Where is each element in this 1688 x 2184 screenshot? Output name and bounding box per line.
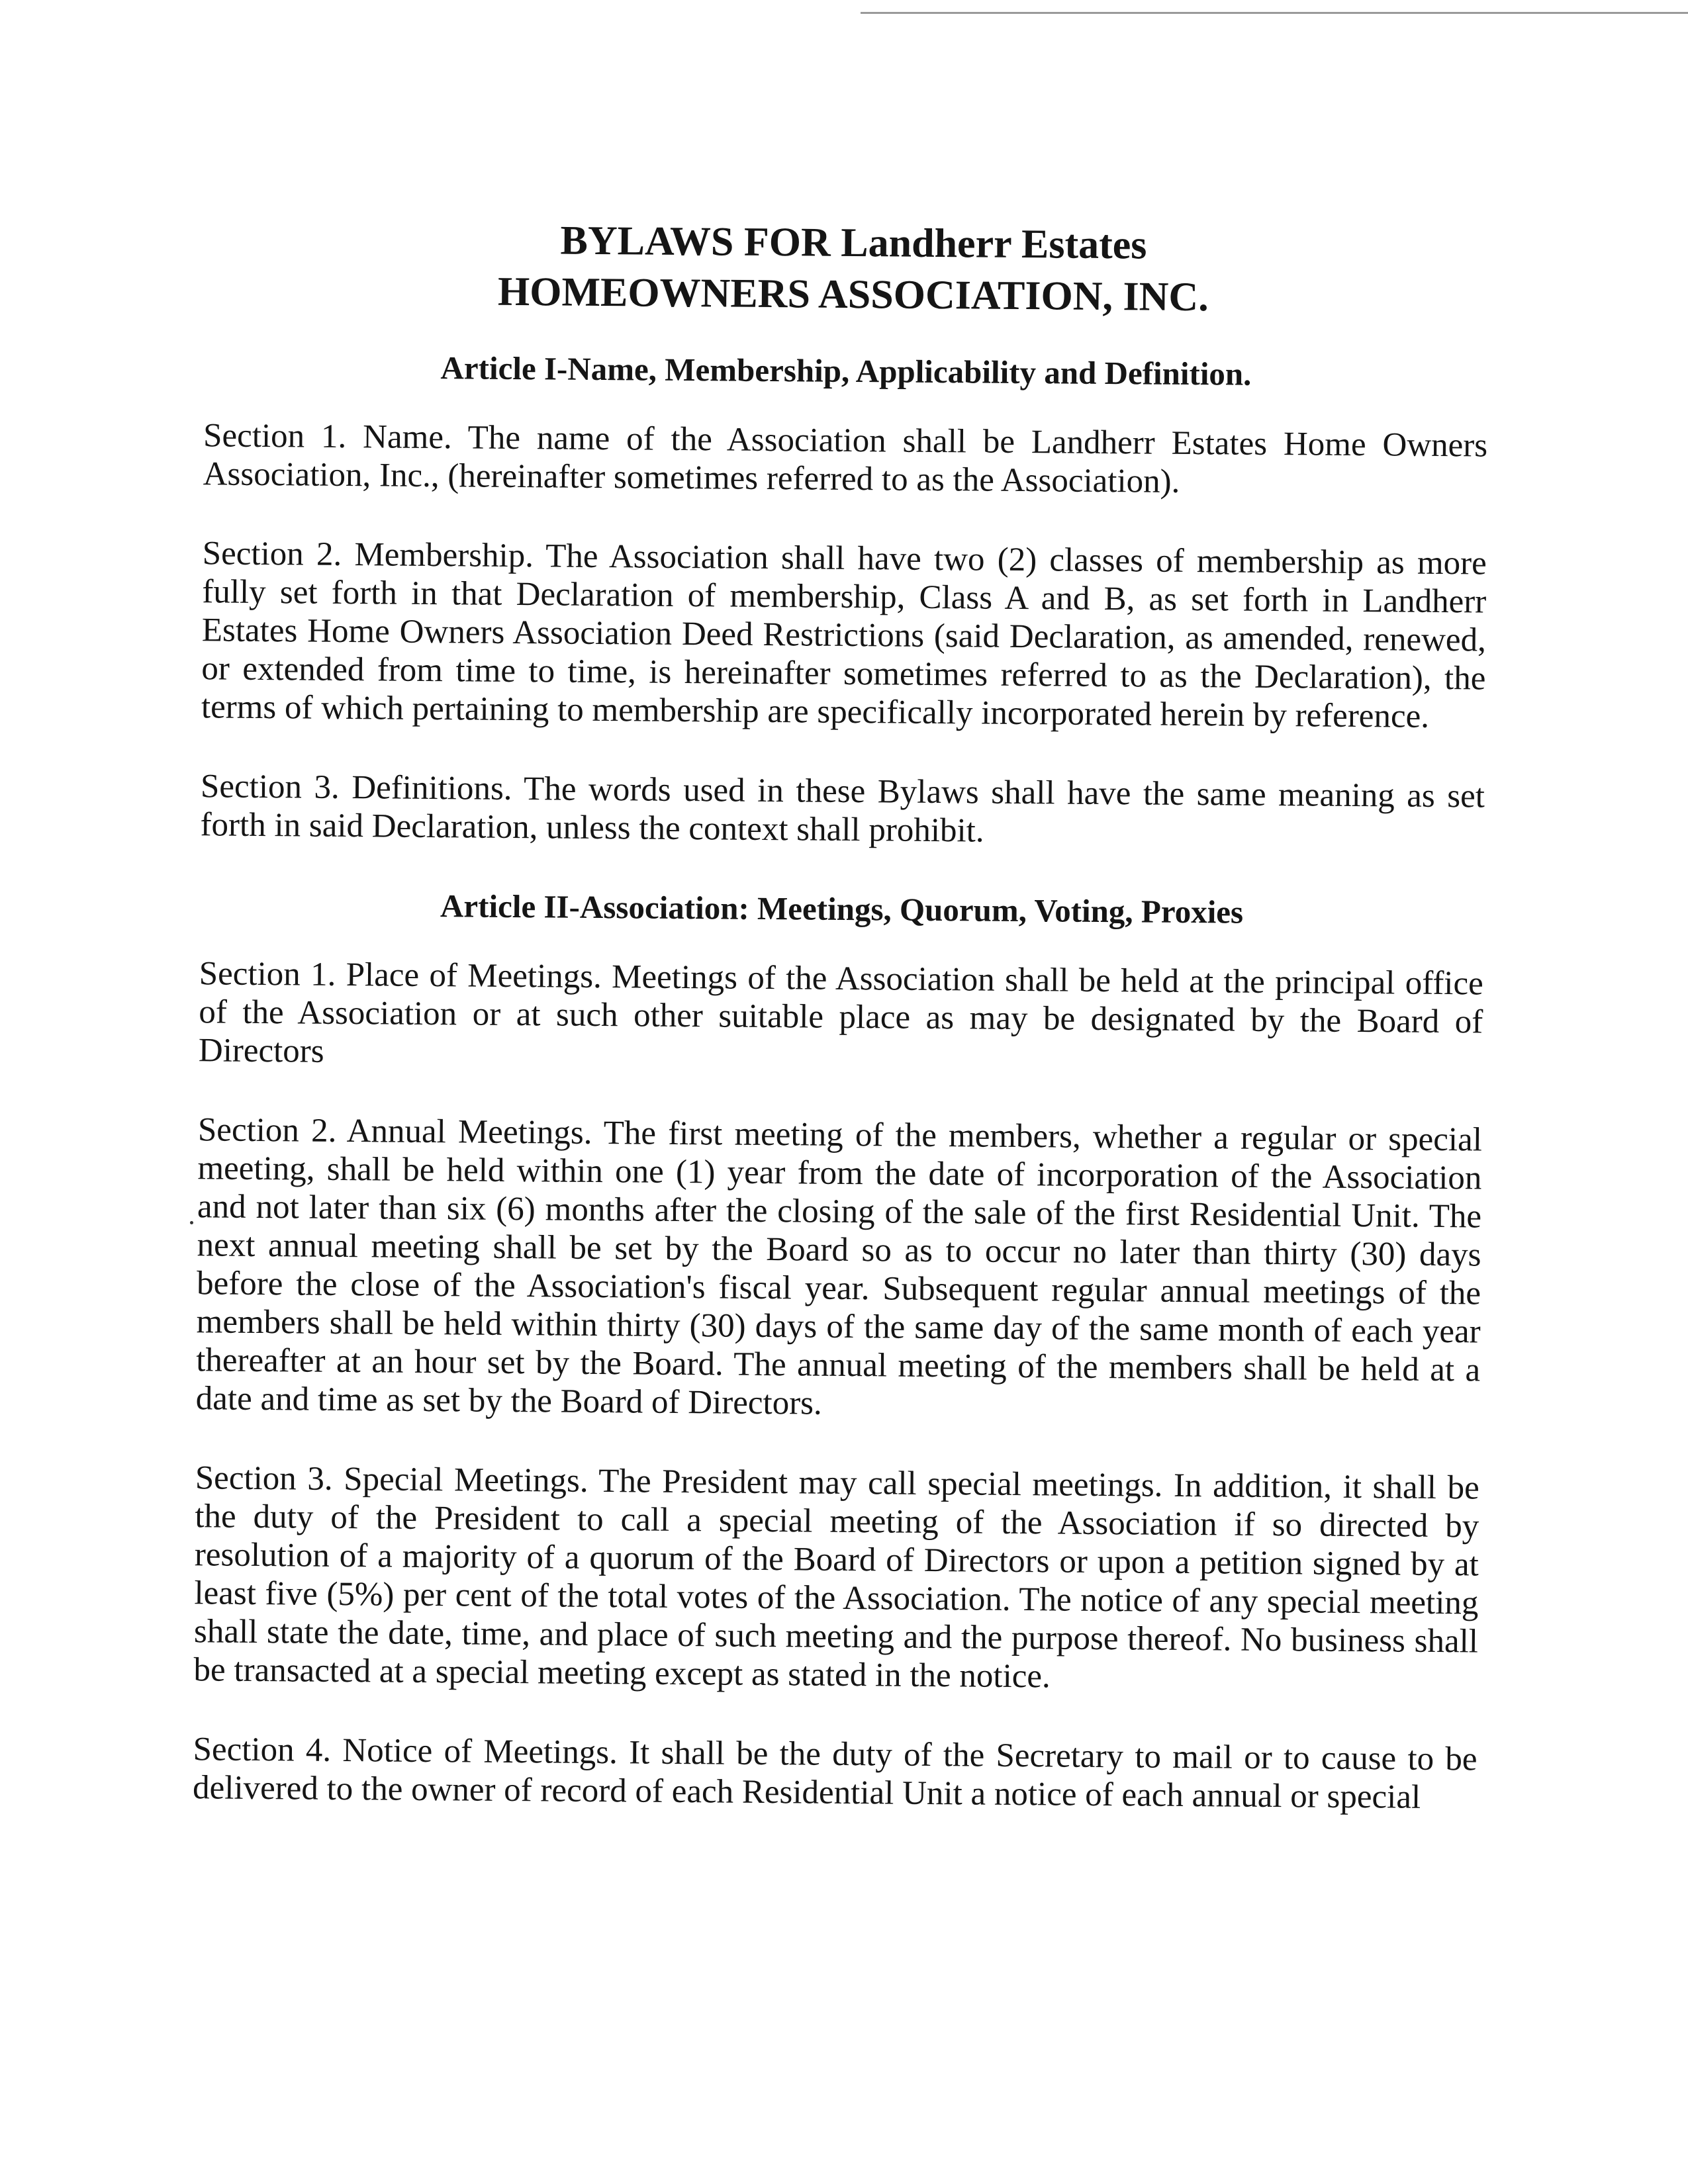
document-title: [218, 212, 1489, 325]
article-2-heading: Article II-Association: Meetings, Quorum, Voting, Proxies: [440, 887, 1244, 931]
article-1-section-1: Section 1. Name. The name of the Association shall be Landherr Estates Home Owners Association, Inc., (hereinafter sometimes referred to as the Association).: [203, 417, 1488, 500]
title-line-1: BYLAWS FOR Landherr Estates: [560, 218, 1147, 268]
article-2-section-2: Section 2. Annual Meetings. The first meeting of the members, whether a regular or special meeting, shall be held within one (1) year from the date of incorporation of the Association and not later than six (6) months after the closing of the sale of the first Residential Unit. The next annual meeting shall be set by the Board so as to occur no later than thirty (30) days before the close of the Association's fiscal year. Subsequent regular annual meetings of the members shall be held within thirty (30) days of the same day of the same month of each year thereafter at an hour set by the Board. The annual meeting of the members shall be held at a date and time as set by the Board of Directors.: [195, 1111, 1483, 1422]
article-1-section-2: Section 2. Membership. The Association shall have two (2) classes of membership as more fully set forth in that Declaration of membership, Class A and B, as set forth in Landherr Estates Home Owners Association Deed Restrictions (said Declaration, as amended, renewed, or extended from time to time, is hereinafter sometimes referred to as the Declaration), the terms of which pertaining to membership are specifically incorporated herein by reference.: [201, 535, 1487, 735]
article-2-section-3: Section 3. Special Meetings. The President may call special meetings. In addition, it shall be the duty of the President to call a special meeting of the Association if so directed by resolution of a majority of a quorum of the Board of Directors or upon a petition signed by at least five (5%) per cent of the total votes of the Association. The notice of any special meeting shall state the date, time, and place of such meeting and the purpose thereof. No business shall be transacted at a special meeting except as stated in the notice.: [193, 1459, 1479, 1696]
bylaws-page: [165, 199, 1489, 1858]
article-1-heading: Article I-Name, Membership, Applicability and Definition.: [440, 349, 1252, 392]
article-1-section-3: Section 3. Definitions. The words used in these Bylaws shall have the same meaning as set forth in said Declaration, unless the context shall prohibit.: [200, 768, 1485, 850]
article-2-section-1: Section 1. Place of Meetings. Meetings of the Association shall be held at the principal office of the Association or at such other suitable place as may be designated by the Board of Directors: [198, 955, 1483, 1070]
scan-speck: [190, 1221, 193, 1224]
title-line-2: HOMEOWNERS ASSOCIATION, INC.: [497, 269, 1209, 320]
scan-edge-line: [861, 12, 1688, 14]
article-2-section-4: Section 4. Notice of Meetings. It shall be the duty of the Secretary to mail or to cause to be delivered to the owner of record of each Residential Unit a notice of each annual or special: [192, 1731, 1477, 1816]
